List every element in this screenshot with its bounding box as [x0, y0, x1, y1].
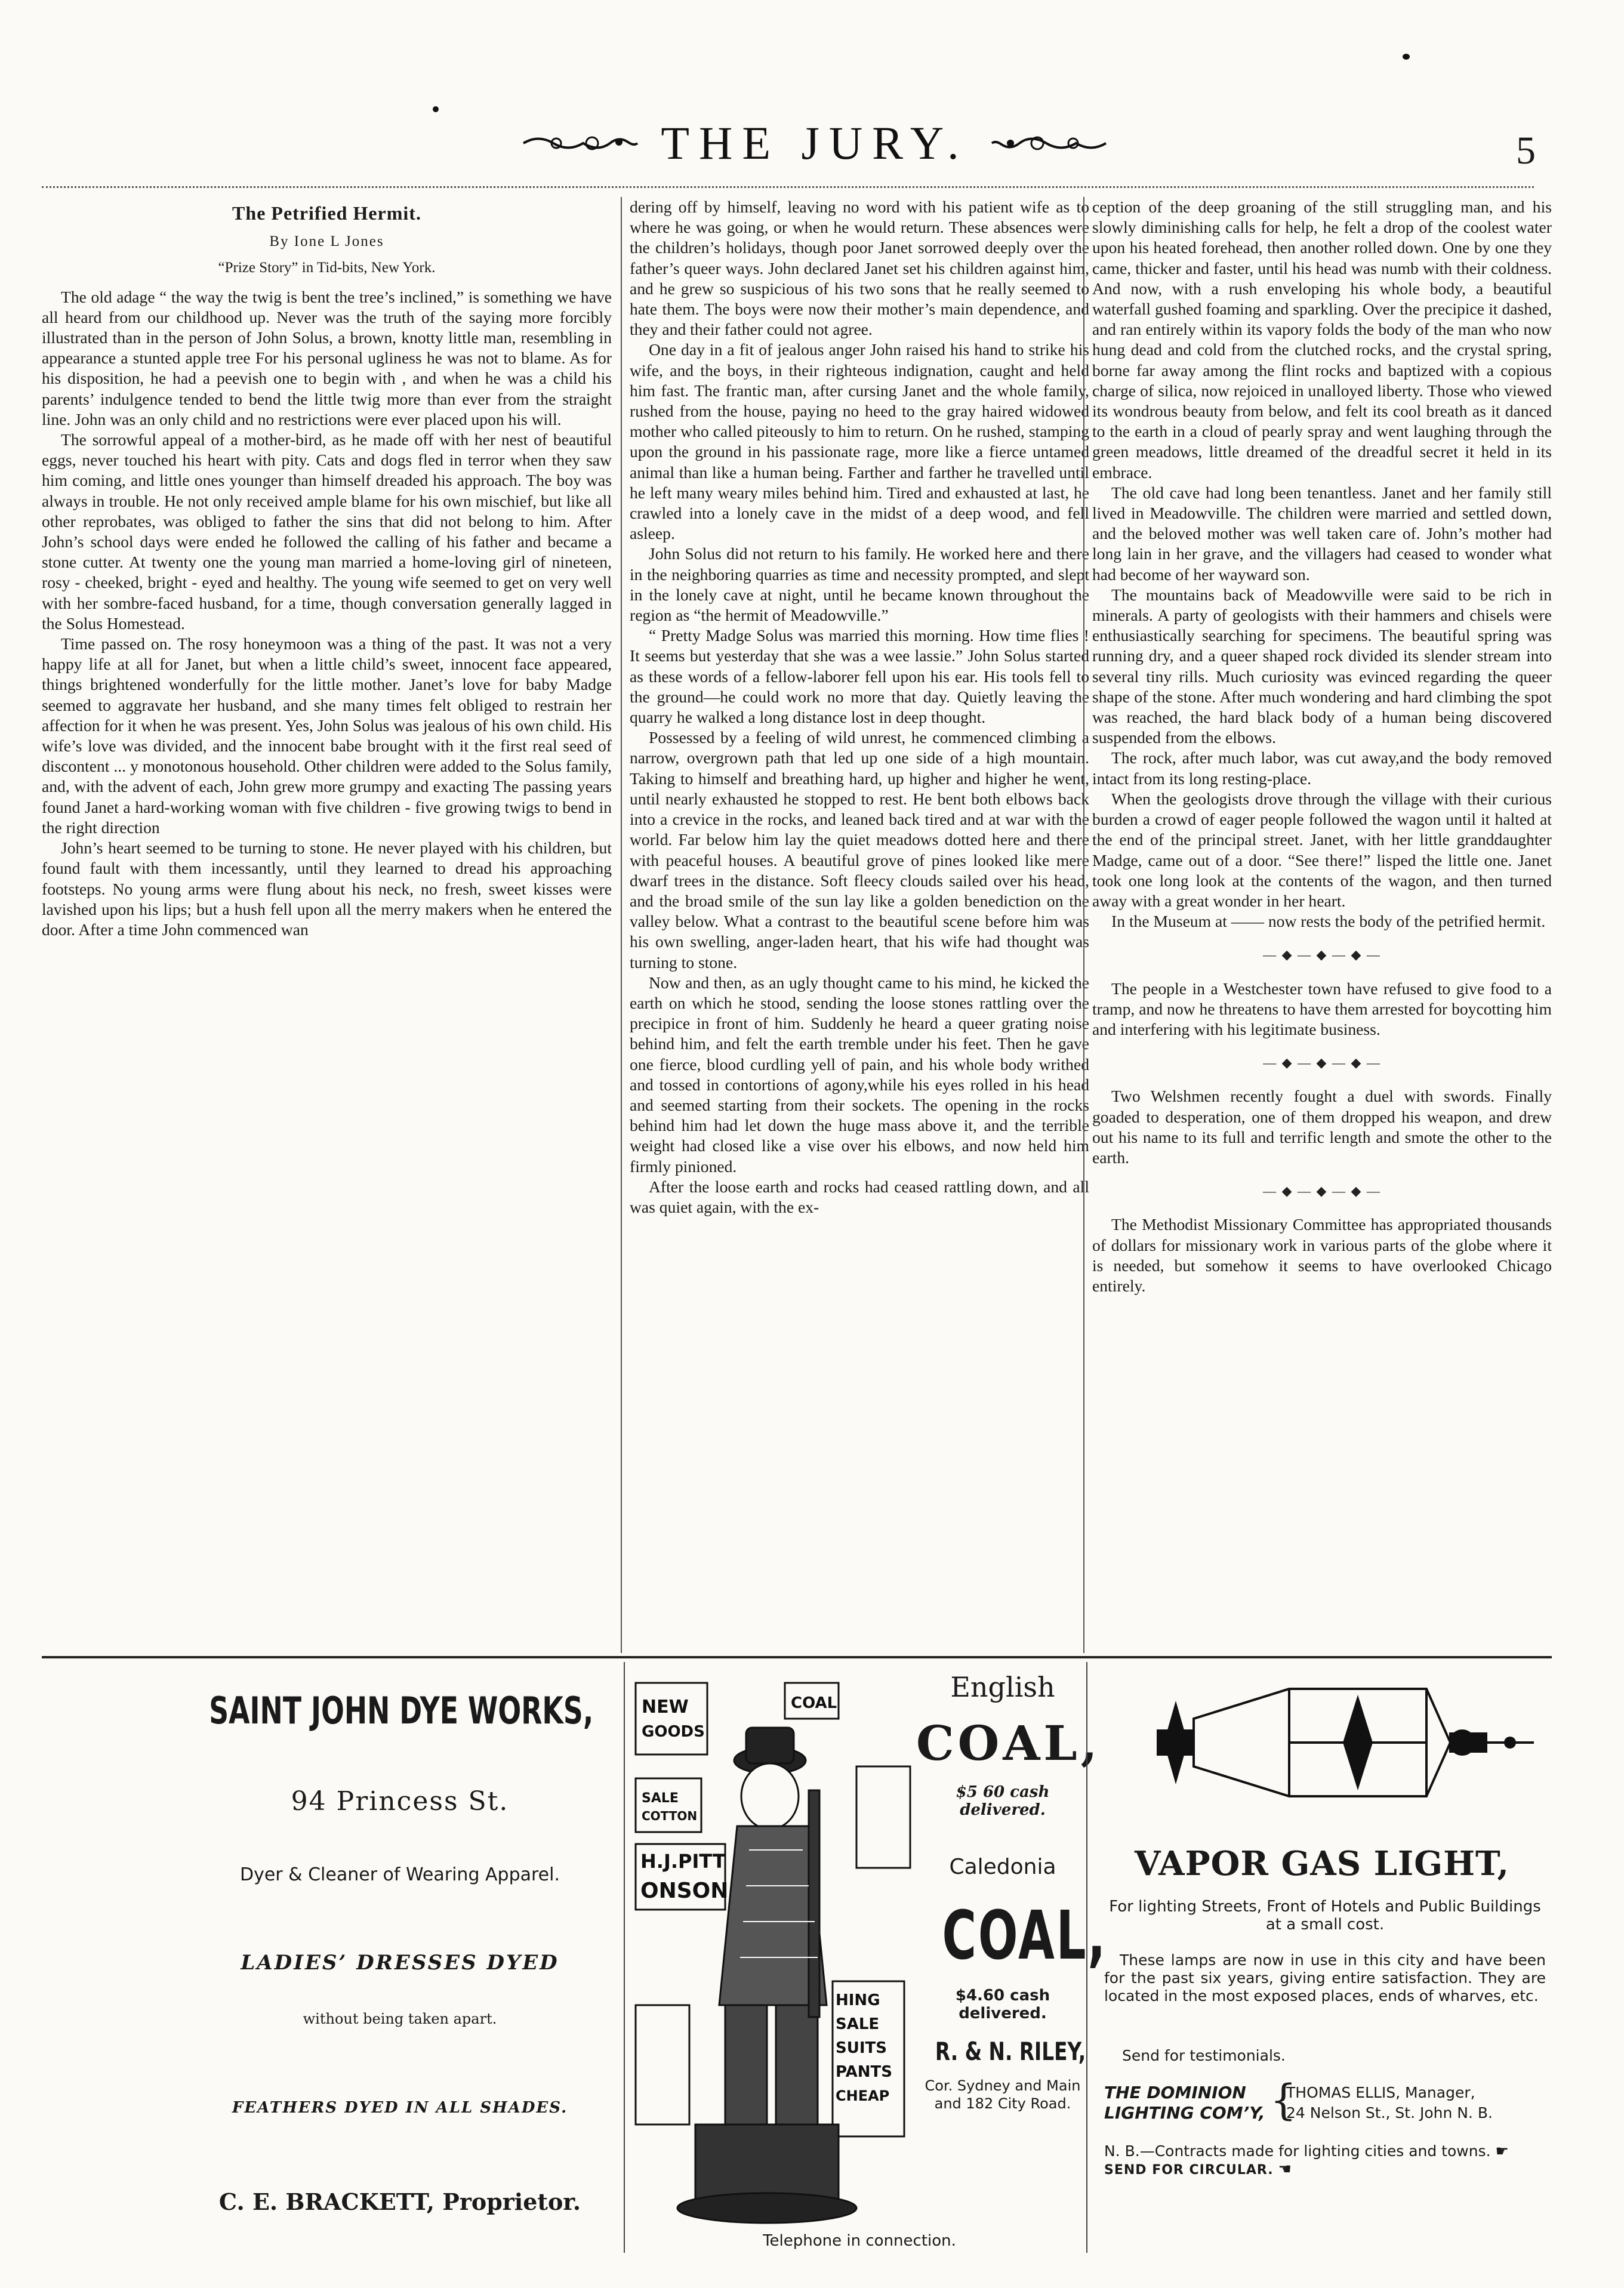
article-paragraph: John’s heart seemed to be turning to stone. He never played with his children, but found fault with them incessantly, until they learned to dread his approaching footsteps. No young arms were flung about his neck, no fresh, sweet kisses were lavished upon his lips; but a hush fell upon all the merry makers when he entered the door. After a time John commenced wan	[42, 838, 612, 939]
lamp-illustration	[1092, 1677, 1552, 1814]
page-number: 5	[1516, 129, 1536, 172]
sign-text: COTTON	[642, 1809, 698, 1823]
pointing-hand-icon: ☚	[1278, 2160, 1292, 2178]
sign-text: CHEAP	[836, 2087, 890, 2104]
nb-text: N. B.—Contracts made for lighting cities and towns.	[1104, 2142, 1491, 2160]
ink-spot	[433, 106, 439, 112]
ink-spot	[1403, 54, 1410, 60]
sign-text: HING	[836, 1991, 880, 2009]
article-paragraph: After the loose earth and rocks had ceased rattling down, and all was quiet again, with the ex-	[630, 1177, 1089, 1216]
article-paragraph: In the Museum at —— now rests the body of the petrified hermit.	[1111, 912, 1546, 931]
article-paragraph: The old adage “ the way the twig is bent the tree’s inclined,” is something we have all heard from our childhood up. Never was the truth of the saying more forcibly illustrated than in the person of John Solus, a brown, knotty little man, resembling in appearance a stunted apple tree For his personal ugliness he was not to blame. As for his disposition, he had a peevish one to begin with , and when he was a child his parents’ indulgence tended to bend the little twig more than ever from the straight line. John was an only child and no restrictions were ever placed upon his will.	[42, 287, 612, 428]
dye-works-address: 94 Princess St.	[291, 1786, 509, 1817]
article-paragraph: When the geologists drove through the village with their curious burden a crowd of eager people followed the wagon until it halted at the end of the principal street. Janet, with her little granddaughter Madge, came out of a door. “See there!” lisped the little one. Janet took one long look at the contents of the wagon, and then turned away with a great wonder in her heart.	[1092, 789, 1552, 910]
brace-glyph: {	[1270, 2076, 1297, 2124]
coal-ad	[630, 1665, 1107, 2262]
separator-ornament: — ◆ — ◆ — ◆ —	[1263, 947, 1381, 963]
article-paragraph: dering off by himself, leaving no word with his patient wife as to where he was going, or when he would return. These absences were the children’s holidays, though poor Janet sorrowed deeply over the father’s queer ways. John declared Janet set his children against him, and he grew so suspicious of his two sons that he really seemed to hate them. The boys were now their mother’s main dependence, and they and their father could not agree.	[630, 198, 1089, 339]
article-paragraph: Possessed by a feeling of wild unrest, he commenced climbing a narrow, overgrown path that led up one side of a high mountain. Taking to himself and breathing hard, up higher and higher he went, until nearly exhausted he stopped to rest. He bent both elbows back into a crevice in the rocks, and leaned back tired and at war with the world. Far below him lay the quiet meadows dotted here and there with peaceful houses. A beautiful grove of pines looked like mere dwarf trees in the distance. Soft fleecy clouds sailed over his head, and the broad smile of the sun lay like a golden benediction on the valley below. What a contrast to the beautiful scene before him was his own swelling, anger-laden heart, that his wife had thought was turning to stone.	[630, 728, 1089, 972]
dye-works-name: SAINT JOHN DYE WORKS,	[209, 1689, 594, 1732]
sign-text: SUITS	[836, 2039, 887, 2057]
gas-light-body: These lamps are now in use in this city and have been for the past six years, giving entire satisfaction. They are located in the most exposed places, ends of wharves, etc.	[1104, 1951, 1546, 2005]
coal-english: English	[950, 1671, 1055, 1703]
article-paragraph: The mountains back of Meadowville were said to be rich in minerals. A party of geologists with their hammers and chisels were enthusiastically searching for specimens. The beautiful spring was running dry, and a queer shaped rock divided its slender stream into several tiny rills. Much curiosity was evinced regarding the queer shape of the stone. After much wondering and hard climbing the spot was reached, the hard black body of a human being discovered suspended from the elbows.	[1092, 585, 1552, 747]
manager-line: 24 Nelson St., St. John N. B.	[1286, 2104, 1493, 2122]
column-divider	[621, 197, 622, 1653]
ad-divider	[1086, 1662, 1087, 2253]
column-divider	[1083, 197, 1084, 1653]
article-paragraph: Now and then, as an ugly thought came to his mind, he kicked the earth on which he stood, sending the loose stones rattling over the precipice in front of him. Suddenly he heard a queer grating noise behind him, and felt the earth tremble under his feet. Then he gave one fierce, blood curdling yell of pain, and his whole body writhed and tossed in contortions of agony,while his eyes rolled in his head and seemed starting from their sockets. The opening in the rocks behind him had let down the huge mass above it, and the terrible weight had closed like a vise over his elbows, and now held him firmly pinioned.	[630, 973, 1089, 1176]
news-item: The people in a Westchester town have refused to give food to a tramp, and now he threatens to have them arrested for boycotting him and interfering with his legitimate business.	[1092, 979, 1552, 1038]
article-paragraph: John Solus did not return to his family. He worked here and there in the neighboring quarries as time and necessity prompted, and slept in the lonely cave at night, until he became known throughout the region as “the hermit of Meadowville.”	[630, 544, 1089, 625]
coal-price-caledonia: $4.60 cash delivered.	[955, 1987, 1050, 2022]
article-paragraph: Time passed on. The rosy honeymoon was a thing of the past. It was not a very happy life at all for Janet, but when a little child’s sweet, innocent face appeared, things brightened wonderfully for the little mother. Janet’s love for baby Madge seemed to aggravate her husband, and she many times felt obliged to restrain her affection for it when he was present. Yes, John Solus was jealous of his own child. His wife’s love was divided, and the innocent babe brought with it the first real seed of discontent ... y monotonous household. Other children were added to the Solus family, and, with the advent of each, John grew more grumpy and exacting The passing years found Janet a hard-working woman with five children - five growing twigs to bend in the right direction	[42, 634, 612, 837]
company-line: LIGHTING COM’Y,	[1104, 2103, 1265, 2123]
news-item: Two Welshmen recently fought a duel with swords. Finally goaded to desperation, one of them dropped his weapon, and drew out his name to its full and terrific length and smote the other to the earth.	[1092, 1087, 1552, 1167]
gas-light-for: For lighting Streets, Front of Hotels and Public Buildings at a small cost.	[1109, 1898, 1541, 1934]
article-byline: By Ione L Jones	[269, 233, 384, 250]
dye-works-proprietor: C. E. BRACKETT, Proprietor.	[218, 2188, 581, 2215]
header-rule	[42, 186, 1534, 188]
sign-text: NEW	[642, 1697, 689, 1717]
column-1	[42, 197, 612, 1653]
column-2	[630, 197, 1089, 1653]
ads-rule	[42, 1656, 1552, 1658]
article-title: The Petrified Hermit.	[232, 202, 421, 224]
column-3	[1092, 197, 1552, 1653]
news-item: The Methodist Missionary Committee has appropriated thousands of dollars for missionary work in various parts of the globe where it is needed, but somehow it seems to have overlooked Chicago entirely.	[1092, 1215, 1552, 1295]
article-paragraph: The sorrowful appeal of a mother-bird, as he made off with her nest of beautiful eggs, never touched his heart with pity. Cats and dogs fled in terror when they saw him coming, and little ones younger than himself dreaded his approach. The boy was always in trouble. He not only received ample blame for his own mischief, but like all other reprobates, was obliged to father the sins that did not belong to him. After John’s school days were ended he followed the calling of his father and became a stone cutter. At twenty one the young man married a home-loving girl of nineteen, rosy - cheeked, bright - eyed and healthy. The young wife seemed to get on very well with her sombre-faced husband, for a time, though conversation generally lagged in the Solus Homestead.	[42, 430, 612, 633]
article-paragraph: The old cave had long been tenantless. Janet and her family still lived in Meadowville. The children were married and settled down, and the beloved mother was well taken care of. John’s mother had long lain in her grave, and the villagers had ceased to wonder what had become of her wayward son.	[1092, 483, 1552, 584]
article-source: “Prize Story” in Tid-bits, New York.	[218, 260, 436, 276]
right-ornament-icon	[990, 131, 1109, 155]
masthead	[382, 116, 1247, 182]
coal-address: Cor. Sydney and Main and 182 City Road.	[925, 2077, 1081, 2112]
coal-telephone: Telephone in connection.	[763, 2232, 956, 2250]
article-paragraph: “ Pretty Madge Solus was married this morning. How time flies ! It seems but yesterday that she was a wee lassie.” John Solus started as these words of a fellow-laborer fell upon his ear. His tools fell to the ground—he could work no more that day. Quietly leaving the quarry he walked a long distance lost in deep thought.	[630, 626, 1089, 727]
ad-divider	[624, 1662, 625, 2253]
sign-text: GOODS	[642, 1723, 705, 1741]
dye-works-ladies: LADIES’ DRESSES DYED	[241, 1951, 559, 1975]
article-paragraph: ception of the deep groaning of the still struggling man, and his slowly diminishing calls for help, he felt a drop of the coolest water upon his heated forehead, then another rolled down. One by one they came, thicker and faster, until his head was numb with their coldness. And now, with a rush enveloping his whole body, a beautiful waterfall gushed foaming and sparkling. Over the precipice it dashed, and ran entirely within its vapory folds the body of the man who now hung dead and cold from the clutched rocks, and the crystal spring, borne far away among the flint rocks and baptized with a copious charge of silica, now rejoiced in unalloyed liberty. Those who viewed its wondrous beauty from below, and felt its cool breath as it danced to the earth in a cloud of pearly spray and went laughing through the green meadows, little dreamed of the dreadful secret it held in its embrace.	[1092, 198, 1552, 482]
gas-light-manager	[1286, 2083, 1493, 2123]
sign-text: PANTS	[836, 2063, 893, 2081]
coal-ad-text	[916, 1671, 1107, 2113]
coal-heading: COAL,	[916, 1715, 1101, 1771]
gas-light-nb	[1104, 2142, 1546, 2179]
article-paragraph: One day in a fit of jealous anger John raised his hand to strike his wife, and the boys, in their righteous indignation, caught and held him fast. The frantic man, after cursing Janet and the whole family, rushed from the house, paying no heed to the gray haired widowed mother who called piteously to him to return. On he rushed, stamping upon the ground in his passionate rage, more like a fierce untamed animal than like a human being. Farther and farther he travelled until he left many weary miles behind him. Tired and exhausted at last, he crawled into a lonely cave in the midst of a deep wood, and fell asleep.	[630, 340, 1089, 543]
coal-price-english: $5 60 cash delivered.	[956, 1783, 1050, 1819]
gas-light-company	[1104, 2083, 1265, 2123]
pointing-hand-icon: ☛	[1495, 2142, 1509, 2160]
circular-text: SEND FOR CIRCULAR.	[1104, 2163, 1274, 2178]
coal-firm: R. & N. RILEY,	[935, 2037, 1086, 2066]
left-ornament-icon	[520, 131, 640, 155]
sign-text: ONSON	[640, 1879, 729, 1903]
gas-light-title: VAPOR GAS LIGHT,	[1134, 1844, 1509, 1883]
separator-ornament: — ◆ — ◆ — ◆ —	[1263, 1055, 1381, 1071]
dye-works-feathers: FEATHERS DYED IN ALL SHADES.	[232, 2099, 568, 2117]
dye-works-service: Dyer & Cleaner of Wearing Apparel.	[239, 1864, 560, 1885]
separator-ornament: — ◆ — ◆ — ◆ —	[1263, 1183, 1381, 1199]
sign-text: SALE	[836, 2015, 880, 2033]
coal-caledonia: Caledonia	[949, 1855, 1056, 1879]
sign-text: H.J.PITT	[640, 1850, 726, 1873]
sign-text: SALE	[642, 1791, 679, 1806]
company-line: THE DOMINION	[1104, 2083, 1246, 2102]
article-paragraph: The rock, after much labor, was cut away,and the body removed intact from its long resting-place.	[1092, 748, 1552, 788]
newspaper-title: THE JURY.	[661, 117, 969, 169]
manager-line: THOMAS ELLIS, Manager,	[1286, 2084, 1475, 2101]
coal-heading-2: COAL,	[942, 1897, 1107, 1975]
coal-man-illustration	[630, 1671, 916, 2232]
gas-light-ad	[1092, 1665, 1552, 2262]
dye-works-ad	[167, 1665, 633, 2262]
dye-works-apart: without being taken apart.	[303, 2011, 497, 2027]
sign-text: COAL	[791, 1694, 837, 1712]
gas-light-send: Send for testimonials.	[1122, 2047, 1286, 2064]
